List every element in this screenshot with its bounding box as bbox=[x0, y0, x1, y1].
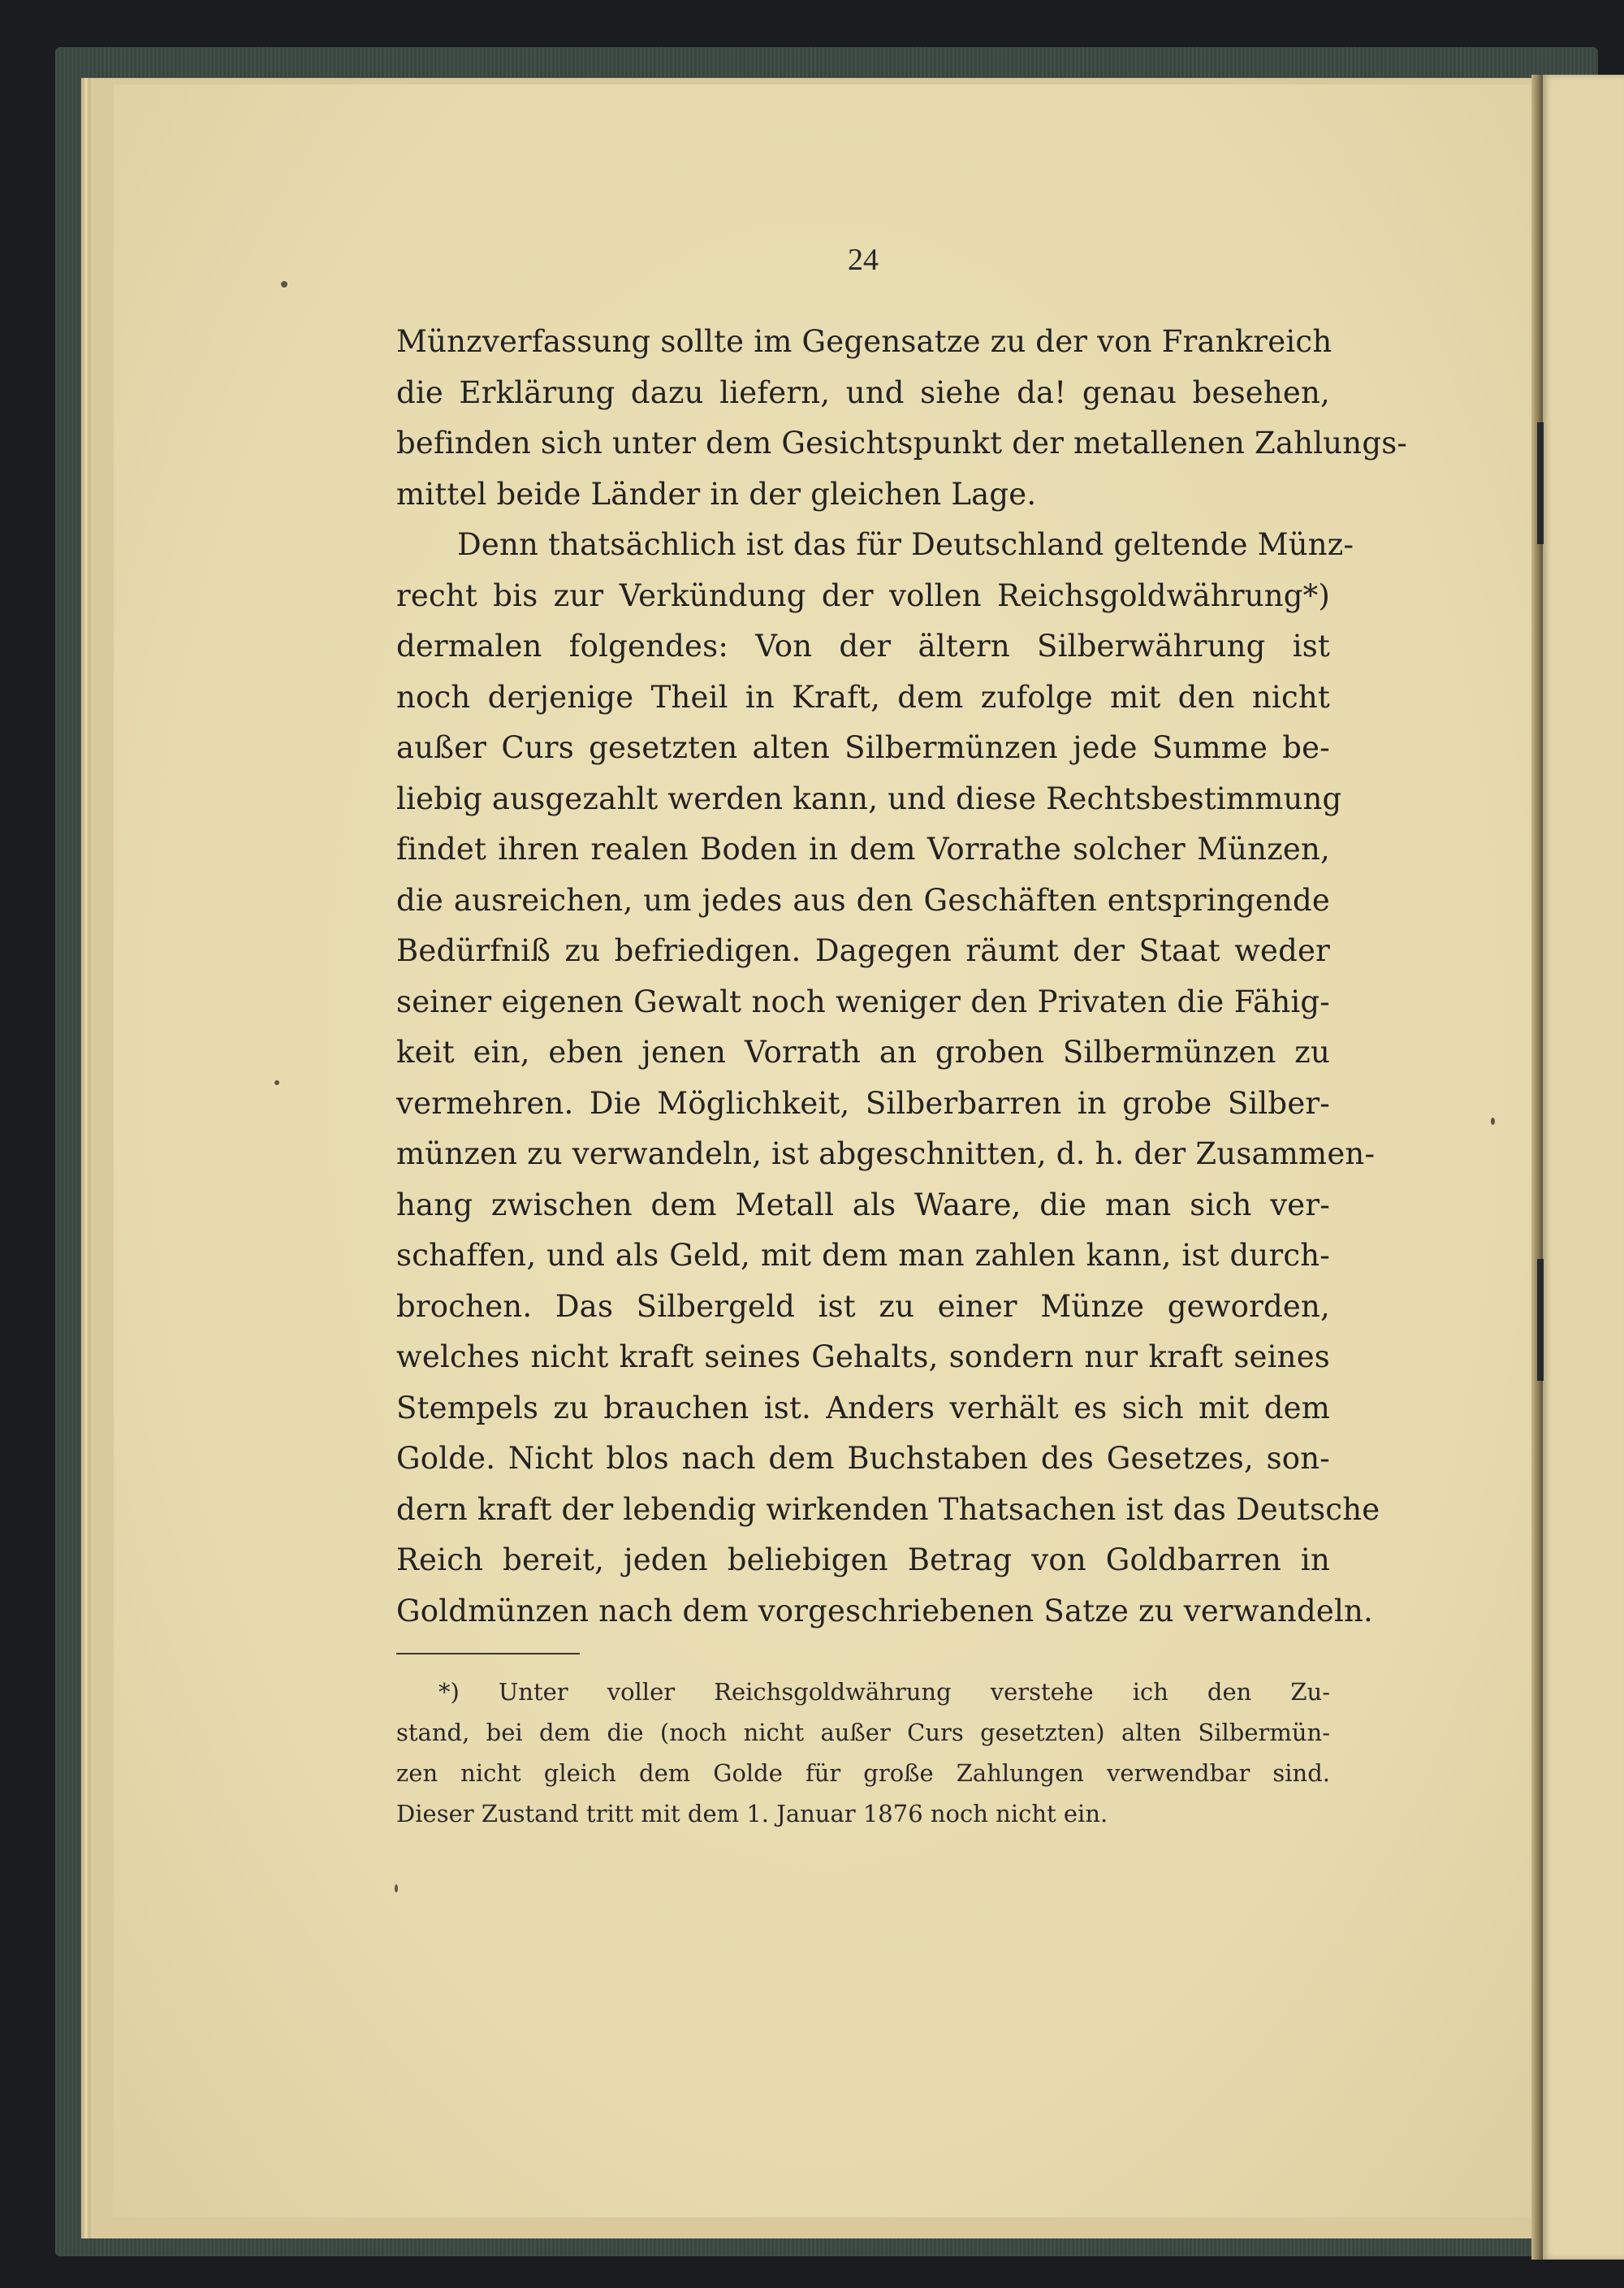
paper-speck bbox=[1491, 1118, 1495, 1125]
text-line: vermehren. Die Möglichkeit, Silberbarren in grobe Silber- bbox=[396, 1085, 1330, 1121]
footnote-line: zen nicht gleich dem Golde für große Zahlungen verwendbar sind. bbox=[396, 1759, 1330, 1787]
text-line: münzen zu verwandeln, ist abgeschnitten, d. h. der Zusammen- bbox=[396, 1136, 1376, 1171]
text-line: hang zwischen dem Metall als Waare, die man sich ver- bbox=[396, 1187, 1330, 1222]
paper-speck bbox=[274, 1080, 279, 1085]
main-text bbox=[396, 243, 1408, 1637]
text-line: die ausreichen, um jedes aus den Geschäften entspringende bbox=[396, 882, 1330, 918]
text-line: schaffen, und als Geld, mit dem man zahlen kann, ist durch- bbox=[396, 1238, 1330, 1273]
text-line: brochen. Das Silbergeld ist zu einer Münze geworden, bbox=[396, 1288, 1330, 1324]
footnote-line: Dieser Zustand tritt mit dem 1. Januar 1876 noch nicht ein. bbox=[396, 1800, 1108, 1827]
footnote-line: *) Unter voller Reichsgoldwährung verstehe ich den Zu- bbox=[438, 1678, 1330, 1706]
text-line: die Erklärung dazu liefern, und siehe da! genau besehen, bbox=[396, 374, 1330, 410]
spine-shadow bbox=[1537, 422, 1544, 544]
footnote-line: stand, bei dem die (noch nicht außer Curs gesetzten) alten Silbermün- bbox=[396, 1719, 1330, 1746]
text-line: keit ein, eben jenen Vorrath an groben Silbermünzen zu bbox=[396, 1035, 1330, 1070]
text-line: dermalen folgendes: Von der ältern Silberwährung ist bbox=[396, 629, 1330, 664]
paper-speck bbox=[395, 1884, 398, 1892]
text-line: noch derjenige Theil in Kraft, dem zufolge mit den nicht bbox=[396, 679, 1330, 715]
text-line: Denn thatsächlich ist das für Deutschland geltende Münz- bbox=[457, 527, 1354, 562]
text-line: Golde. Nicht blos nach dem Buchstaben des Gesetzes, son- bbox=[396, 1441, 1330, 1476]
text-line: welches nicht kraft seines Gehalts, sondern nur kraft seines bbox=[396, 1339, 1330, 1374]
text-line: recht bis zur Verkündung der vollen Reichsgoldwährung*) bbox=[396, 577, 1330, 613]
page-number: 24 bbox=[848, 243, 879, 277]
text-line: Reich bereit, jeden beliebigen Betrag von Goldbarren in bbox=[396, 1542, 1330, 1577]
text-line: dern kraft der lebendig wirkenden Thatsachen ist das Deutsche bbox=[396, 1491, 1380, 1527]
text-line: außer Curs gesetzten alten Silbermünzen jede Summe be- bbox=[396, 730, 1330, 765]
facing-page-edge bbox=[1541, 75, 1624, 2260]
text-line: Stempels zu brauchen ist. Anders verhält es sich mit dem bbox=[396, 1390, 1330, 1425]
text-line: befinden sich unter dem Gesichtspunkt der metallenen Zahlungs- bbox=[396, 426, 1408, 461]
book-gutter bbox=[1531, 75, 1543, 2260]
text-line: liebig ausgezahlt werden kann, und diese Rechtsbestimmung bbox=[396, 781, 1342, 816]
paper-speck bbox=[281, 281, 287, 288]
text-line: findet ihren realen Boden in dem Vorrathe solcher Münzen, bbox=[396, 832, 1330, 867]
text-line: mittel beide Länder in der gleichen Lage. bbox=[396, 476, 1037, 512]
text-line: Goldmünzen nach dem vorgeschriebenen Satze zu verwandeln. bbox=[396, 1593, 1373, 1628]
spine-shadow bbox=[1537, 1259, 1544, 1381]
footnote-rule bbox=[396, 1653, 580, 1654]
footnote bbox=[396, 1672, 1330, 1834]
text-line: Bedürfniß zu befriedigen. Dagegen räumt der Staat weder bbox=[396, 933, 1330, 968]
text-line: seiner eigenen Gewalt noch weniger den Privaten die Fähig- bbox=[396, 984, 1330, 1019]
text-line: Münzverfassung sollte im Gegensatze zu der von Frankreich bbox=[396, 324, 1332, 359]
